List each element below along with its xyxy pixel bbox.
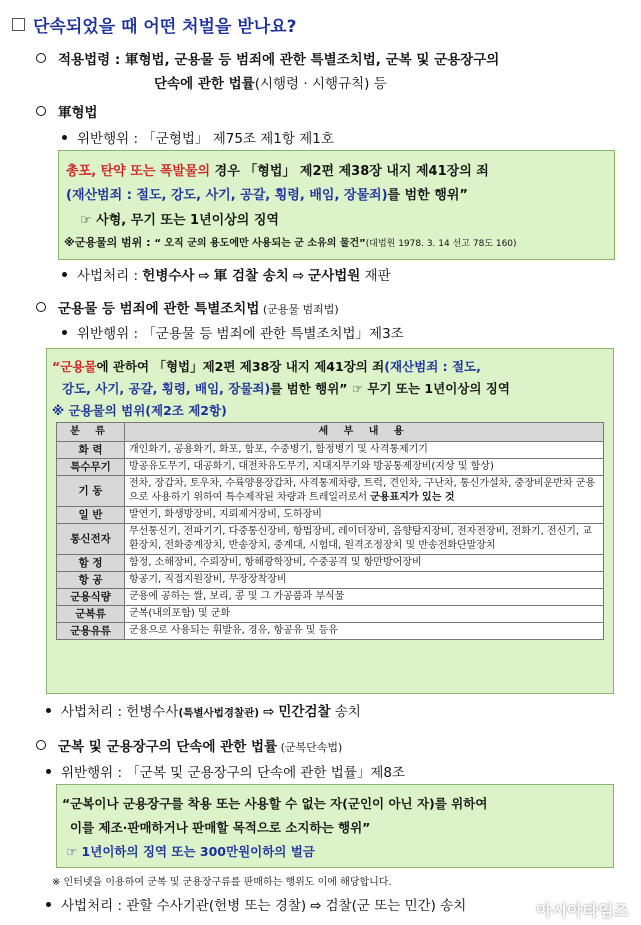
highlight-blue: (재산범죄 : 절도, 강도, 사기, 공갈, 횡령, 배임, 장물죄) (66, 188, 388, 203)
category-cell: 기 동 (57, 476, 125, 507)
detail-cell: 방공유도무기, 대공화기, 대전차유도무기, 지대지무기와 방공통제장비(지상 및 함상) (125, 459, 604, 476)
table-row (57, 555, 604, 572)
category-cell: 군용식량 (57, 589, 125, 606)
watermark: 아시아타임즈 (536, 901, 629, 920)
process-end: 재판 (360, 268, 391, 284)
penalty-line: ☞ 사형, 무기 또는 1년이상의 징역 (80, 213, 279, 228)
arrow-right-icon: ⇨ (292, 268, 305, 284)
penalty-text: ☞ 무기 또는 1년이상의 징역 (351, 381, 510, 396)
law-name: 단속에 관한 법률 (154, 76, 255, 92)
box-line: 이를 제조·판매하거나 판매할 목적으로 소지하는 행위” (70, 820, 371, 835)
military-items-table (56, 422, 604, 640)
bullet-icon (62, 135, 67, 140)
box-line (52, 357, 481, 375)
section-heading (36, 297, 339, 317)
table-row (57, 476, 604, 507)
box-line: “군복이나 군용장구를 착용 또는 사용할 수 없는 자(군인이 아닌 자)를 위하여 (62, 796, 488, 811)
section-title: 軍형법 (58, 105, 98, 121)
bullet-icon (46, 902, 51, 907)
circle-bullet-icon (36, 53, 46, 63)
table-header-row (57, 423, 604, 442)
bullet-icon (62, 272, 67, 277)
highlight-red: “군용물 (52, 359, 97, 374)
box-text: 경우 「형법」 제2편 제38장 내지 제41장의 죄 (210, 164, 489, 179)
violation-text: 위반행위 : 「군복 및 군용장구의 단속에 관한 법률」제8조 (61, 765, 406, 781)
detail-bold: 군용표지가 있는 것 (370, 492, 455, 503)
section-heading (36, 101, 98, 121)
box-text: 를 범한 행위” (387, 188, 468, 203)
process-note: (특별사법경찰관) (178, 707, 260, 719)
bullet-icon (62, 330, 67, 335)
violation-line (46, 761, 405, 781)
applicable-law-line1: 軍형법, 군용물 등 범죄에 관한 특별조치법, 군복 및 군용장구의 (124, 52, 500, 68)
category-cell: 통신전자 (57, 524, 125, 555)
process-step: 검찰(군 또는 민간) 송치 (325, 898, 467, 914)
violation-line (62, 127, 334, 147)
circle-bullet-icon (36, 302, 46, 312)
note-citation: (대법원 1978. 3. 14 선고 78도 160) (365, 239, 517, 249)
category-cell: 화 력 (57, 442, 125, 459)
box-line (66, 184, 468, 203)
process-end: 송치 (330, 704, 361, 720)
table-row (57, 442, 604, 459)
process-label: 사법처리 : (77, 268, 143, 284)
column-header: 분 류 (57, 423, 125, 442)
page-title (12, 12, 296, 37)
note-line (64, 234, 517, 250)
scope-line: ※ 군용물의 범위(제2조 제2항) (52, 403, 227, 418)
law-suffix: (시행령 · 시행규칙) 등 (254, 76, 387, 92)
circle-bullet-icon (36, 740, 46, 750)
detail-cell: 군용에 공하는 쌀, 보리, 콩 및 그 가공품과 부식물 (125, 589, 604, 606)
category-cell: 일 반 (57, 507, 125, 524)
highlight-red: 총포, 탄약 또는 폭발물의 (66, 164, 211, 179)
box-text: 를 범한 행위” (270, 381, 348, 396)
bullet-icon (46, 769, 51, 774)
box-text: 에 관하여 「형법」제2편 제38장 내지 제41장의 죄 (96, 359, 385, 374)
arrow-right-icon: ⇨ (198, 268, 210, 284)
section-title: 군용물 등 범죄에 관한 특별조치법 (58, 301, 260, 317)
detail-cell: 발연기, 화생방장비, 지뢰제거장비, 도하장비 (125, 507, 604, 524)
category-cell: 군용유류 (57, 623, 125, 640)
column-header: 세 부 내 용 (125, 423, 604, 442)
applicable-law (36, 48, 499, 68)
section-title: 군복 및 군용장구의 단속에 관한 법률 (58, 739, 278, 755)
process-label: 사법처리 : 헌병수사 (61, 704, 179, 720)
process-line (62, 264, 391, 284)
detail-cell: 항공기, 직접지원장비, 무장장착장비 (125, 572, 604, 589)
title-text: 단속되었을 때 어떤 처벌을 받나요? (33, 17, 297, 37)
violation-line (62, 322, 404, 342)
arrow-right-icon: ⇨ (310, 898, 322, 914)
checkbox-icon (12, 18, 25, 31)
note-text: “ 오직 군의 용도에만 사용되는 군 소유의 물건” (154, 238, 366, 249)
box-line (66, 160, 489, 179)
category-cell: 함 정 (57, 555, 125, 572)
process-step: 민간검찰 (278, 704, 331, 720)
arrow-right-icon: ⇨ (263, 704, 275, 720)
table-row (57, 606, 604, 623)
table-row (57, 507, 604, 524)
table-row (57, 623, 604, 640)
category-cell: 특수무기 (57, 459, 125, 476)
process-line (46, 894, 466, 914)
detail-cell: 군용으로 사용되는 휘발유, 경유, 항공유 및 등유 (125, 623, 604, 640)
process-line (46, 700, 361, 720)
detail-cell: 군복(내의포함) 및 군화 (125, 606, 604, 623)
process-text: 사법처리 : 관할 수사기관(헌병 또는 경찰) (61, 898, 307, 914)
detail-cell: 무선통신기, 전파기기, 다중통신장비, 항법장비, 레이더장비, 음향탐지장비, 전자전장비, 전화기, 전신기, 교환장치, 전화중계장치, 반송장치, 중계대, 시험대, 원격조정장치 및 반송전화단말장치 (125, 524, 604, 555)
table-row (57, 589, 604, 606)
applicable-law-line2 (154, 72, 387, 92)
category-cell: 군복류 (57, 606, 125, 623)
table-row (57, 524, 604, 555)
process-step: 군사법원 (308, 268, 361, 284)
highlight-blue: 강도, 사기, 공갈, 횡령, 배임, 장물죄) (62, 381, 271, 396)
detail-cell: 개인화기, 공용화기, 화포, 함포, 수중병기, 함정병기 및 사격통제기기 (125, 442, 604, 459)
process-step: 軍 검찰 송치 (213, 268, 289, 284)
section-subtitle: (군복단속법) (277, 741, 343, 754)
detail-text: 전차, 장갑차, 토우차, 수륙양용장갑차, 사격통제차량, 트럭, 견인차, 구난차, 통신가설차, 중장비운반차 군용으로 사용하기 위하여 특수제작된 차량과 트레일러로서 (129, 478, 596, 503)
detail-cell: 함정, 소해장비, 수뢰장비, 항해광학장비, 수중공격 및 항만방어장비 (125, 555, 604, 572)
category-cell: 항 공 (57, 572, 125, 589)
detail-cell (125, 476, 604, 507)
applicable-law-label: 적용법령 : (58, 52, 125, 68)
box-line (62, 379, 510, 397)
penalty-line: ☞ 1년이하의 징역 또는 300만원이하의 벌금 (66, 844, 315, 859)
highlight-blue: (재산범죄 : 절도, (384, 359, 481, 374)
table-row (57, 572, 604, 589)
violation-text: 위반행위 : 「군용물 등 범죄에 관한 특별조치법」제3조 (77, 326, 404, 342)
circle-bullet-icon (36, 106, 46, 116)
process-step: 헌병수사 (142, 268, 195, 284)
section-subtitle: (군용물 범죄법) (259, 303, 339, 316)
note-label: ※군용물의 범위 : (64, 236, 155, 249)
section-heading (36, 735, 342, 755)
violation-text: 위반행위 : 「군형법」 제75조 제1항 제1호 (77, 131, 334, 147)
note-line: ※ 인터넷을 이용하여 군복 및 군용장구류를 판매하는 행위도 이에 해당합니다. (52, 877, 392, 888)
table-row (57, 459, 604, 476)
bullet-icon (46, 708, 51, 713)
